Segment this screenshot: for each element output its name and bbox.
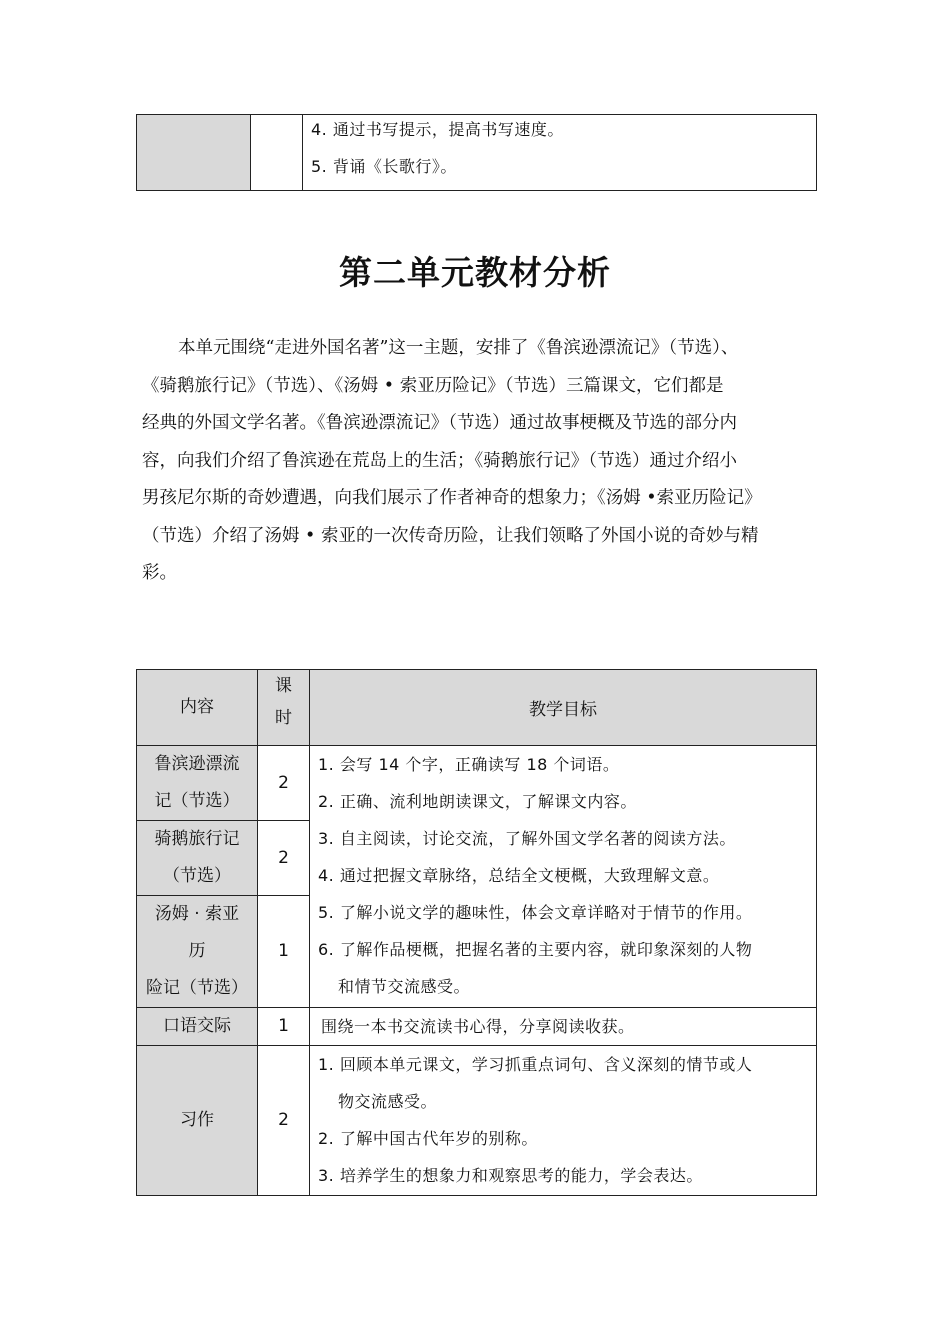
intro-line: 彩。 — [142, 563, 177, 583]
goal-line: 1. 回顾本单元课文，学习抓重点词句、含义深刻的情节或人 — [318, 1055, 753, 1074]
goal-line: 物交流感受。 — [338, 1092, 438, 1111]
lesson-name-line: 历 — [188, 941, 206, 961]
lesson-name — [137, 746, 258, 821]
teaching-goals-table — [136, 669, 817, 1196]
lesson-name-line: 鲁滨逊漂流 — [154, 754, 240, 774]
goal-line: 2. 了解中国古代年岁的别称。 — [318, 1129, 538, 1148]
intro-line: （节选）介绍了汤姆 • 索亚的一次传奇历险，让我们领略了外国小说的奇妙与精 — [142, 525, 759, 546]
lesson-name-line: 汤姆 · 索亚 — [154, 904, 240, 924]
lesson-name-line: 险记（节选） — [146, 978, 248, 998]
lesson-name — [137, 1008, 258, 1046]
lesson-name-line: 习作 — [180, 1110, 214, 1130]
intro-line: 容，向我们介绍了鲁滨逊在荒岛上的生活；《骑鹅旅行记》（节选）通过介绍小 — [142, 450, 737, 471]
oral-goal-cell — [310, 1008, 817, 1046]
table-header-row — [137, 670, 817, 746]
table-row — [137, 1046, 817, 1196]
table-row — [137, 746, 817, 821]
page-title: 第二单元教材分析 — [339, 253, 611, 292]
intro-line: 本单元围绕“走进外国名著”这一主题，安排了《鲁滨逊漂流记》（节选）、 — [178, 338, 739, 358]
previous-unit-table-continuation — [136, 114, 817, 191]
writing-goals-cell — [310, 1046, 817, 1196]
goal-line: 1. 会写 14 个字，正确读写 18 个词语。 — [318, 755, 620, 774]
goals-cell — [303, 115, 817, 191]
lesson-name-line: （节选） — [163, 866, 231, 886]
goal-line: 2. 正确、流利地朗读课文，了解课文内容。 — [318, 792, 637, 811]
intro-line: 《骑鹅旅行记》（节选）、《汤姆 • 索亚历险记》（节选）三篇课文，它们都是 — [142, 375, 724, 396]
goal-line: 和情节交流感受。 — [338, 977, 471, 996]
goal-line: 6. 了解作品梗概，把握名著的主要内容，就印象深刻的人物 — [318, 940, 753, 959]
goal-line: 5. 背诵《长歌行》。 — [311, 157, 457, 176]
lesson-name-line: 骑鹅旅行记 — [154, 829, 240, 849]
lesson-hours: 2 — [258, 746, 310, 821]
goal-line: 3. 自主阅读，讨论交流，了解外国文学名著的阅读方法。 — [318, 829, 736, 848]
goal-line: 4. 通过书写提示，提高书写速度。 — [311, 120, 564, 139]
goal-line: 围绕一本书交流读书心得，分享阅读收获。 — [321, 1017, 635, 1036]
intro-paragraph — [142, 330, 812, 593]
goal-line: 4. 通过把握文章脉络，总结全文梗概，大致理解文意。 — [318, 866, 720, 885]
intro-line: 经典的外国文学名著。《鲁滨逊漂流记》（节选）通过故事梗概及节选的部分内 — [142, 413, 737, 433]
content-cell-empty — [137, 115, 251, 191]
header-hours-line: 时 — [275, 708, 292, 728]
lesson-name — [137, 1046, 258, 1196]
intro-line: 男孩尼尔斯的奇妙遭遇，向我们展示了作者神奇的想象力；《汤姆 •索亚历险记》 — [142, 488, 762, 508]
lesson-name — [137, 821, 258, 896]
goal-line: 3. 培养学生的想象力和观察思考的能力，学会表达。 — [318, 1166, 703, 1185]
hours-cell-empty — [251, 115, 303, 191]
lesson-name-line: 口语交际 — [163, 1016, 231, 1036]
lesson-hours: 2 — [258, 1046, 310, 1196]
header-hours-line: 课 — [275, 676, 292, 696]
lesson-name-line: 记（节选） — [154, 791, 240, 811]
lesson-hours: 2 — [258, 821, 310, 896]
table-row — [137, 1008, 817, 1046]
lesson-hours: 1 — [258, 1008, 310, 1046]
reading-goals-cell — [310, 746, 817, 1008]
lesson-hours: 1 — [258, 896, 310, 1008]
lesson-name — [137, 896, 258, 1008]
goal-line: 5. 了解小说文学的趣味性，体会文章详略对于情节的作用。 — [318, 903, 753, 922]
header-hours — [258, 670, 310, 746]
header-content: 内容 — [137, 670, 258, 746]
header-goals: 教学目标 — [310, 670, 817, 746]
